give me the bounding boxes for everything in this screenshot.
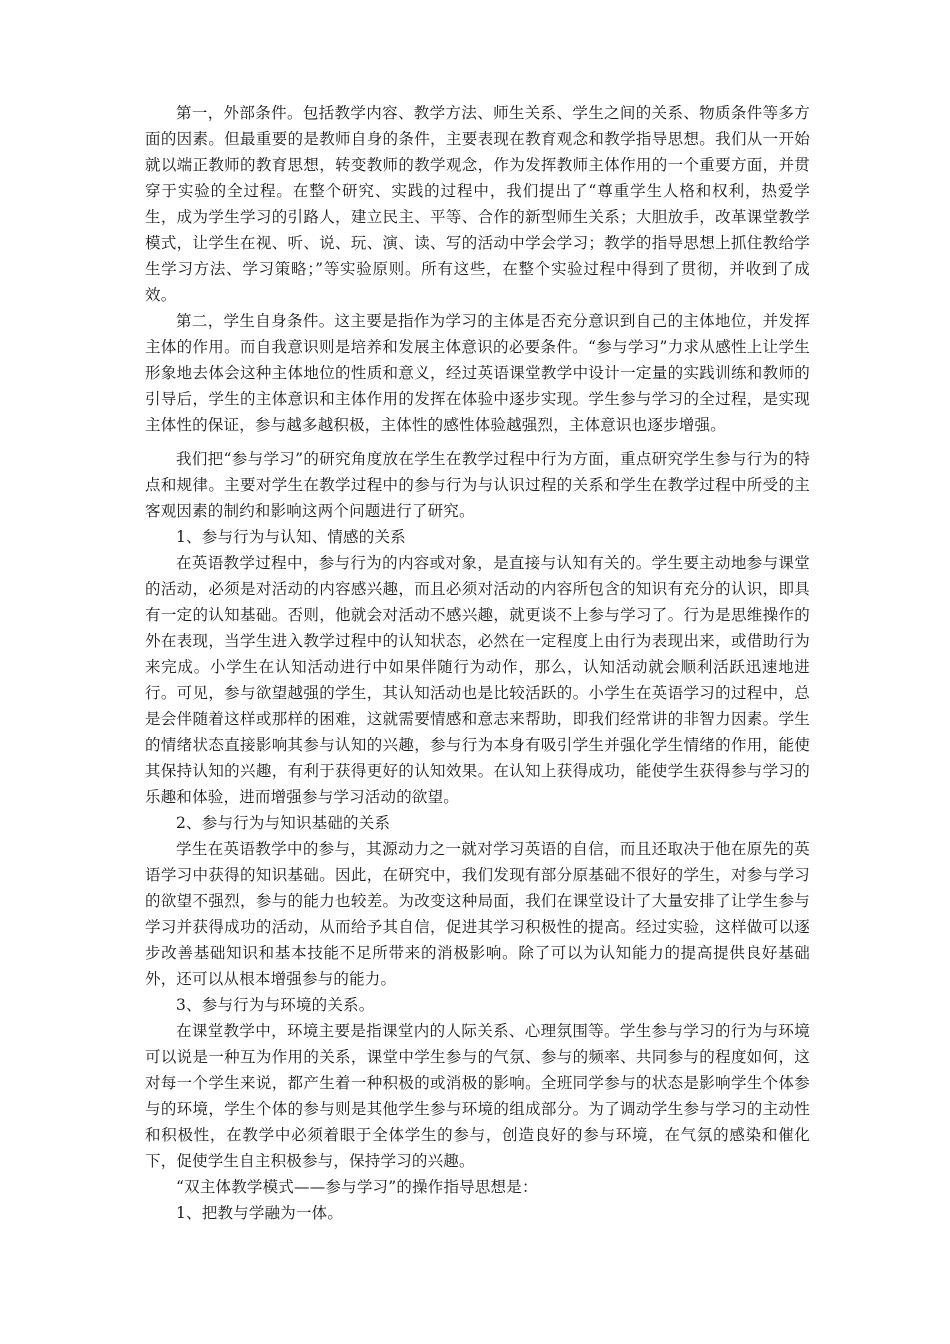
- paragraph-external-conditions: 第一，外部条件。包括教学内容、教学方法、师生关系、学生之间的关系、物质条件等多方面的因素。但最重要的是教师自身的条件，主要表现在教育观念和教学指导思想。我们从一开始就以端正教师的教育思想，转变教师的教学观念，作为发挥教师主体作用的一个重要方面，并贯穿于实验的全过程。在整个研究、实践的过程中，我们提出了“尊重学生人格和权利，热爱学生，成为学生学习的引路人，建立民主、平等、合作的新型师生关系；大胆放手，改革课堂教学模式，让学生在视、听、说、玩、演、读、写的活动中学会学习；教学的指导思想上抓住教给学生学习方法、学习策略；”等实验原则。所有这些，在整个实验过程中得到了贯彻，并收到了成效。: [145, 104, 810, 304]
- paragraph-student-conditions: 第二，学生自身条件。这主要是指作为学习的主体是否充分意识到自己的主体地位，并发挥主体的作用。而自我意识则是培养和发展主体意识的必要条件。“参与学习”力求从感性上让学生形象地去体会这种主体地位的性质和意义，经过英语课堂教学中设计一定量的实践训练和教师的引导后，学生的主体意识和主体作用的发挥在体验中逐步实现。学生参与学习的全过程，是实现主体性的保证，参与越多越积极，主体性的感性体验越强烈，主体意识也逐步增强。: [145, 312, 810, 434]
- paragraph-knowledge-base: 学生在英语教学中的参与，其源动力之一就对学习英语的自信，而且还取决于他在原先的英语学习中获得的知识基础。因此，在研究中，我们发现有部分原基础不很好的学生，对参与学习的欲望不强烈，参与的能力也较差。为改变这种局面，我们在课堂设计了大量安排了让学生参与学习并获得成功的活动，从而给予其自信，促进其学习积极性的提高。经过实验，这样做可以逐步改善基础知识和基本技能不足所带来的消极影响。除了可以为认知能力的提高提供良好基础外，还可以从根本增强参与的能力。: [145, 840, 810, 988]
- paragraph-environment: 在课堂教学中，环境主要是指课堂内的人际关系、心理氛围等。学生参与学习的行为与环境可以说是一种互为作用的关系，课堂中学生参与的气氛、参与的频率、共同参与的程度如何，这对每一个学生来说，都产生着一种积极的或消极的影响。全班同学参与的状态是影响学生个体参与的环境，学生个体的参与则是其他学生参与环境的组成部分。为了调动学生参与学习的主动性和积极性，在教学中必须着眼于全体学生的参与，创造良好的参与环境，在气氛的感染和催化下，促使学生自主积极参与，保持学习的兴趣。: [145, 1022, 810, 1170]
- section-heading-cognition: 1、参与行为与认知、情感的关系: [176, 528, 406, 546]
- paragraph-guiding-idea: “双主体教学模式——参与学习”的操作指导思想是：: [176, 1178, 538, 1196]
- paragraph-research-angle: 我们把“参与学习”的研究角度放在学生在教学过程中行为方面，重点研究学生参与行为的特点和规律。主要对学生在教学过程中的参与行为与认识过程的关系和学生在教学过程中所受的主客观因素的制约和影响这两个问题进行了研究。: [145, 450, 810, 520]
- section-heading-knowledge-base: 2、参与行为与知识基础的关系: [176, 814, 391, 832]
- document-body: [145, 100, 810, 1226]
- section-heading-environment: 3、参与行为与环境的关系。: [176, 996, 375, 1014]
- paragraph-cognition: 在英语教学过程中，参与行为的内容或对象，是直接与认知有关的。学生要主动地参与课堂的活动，必须是对活动的内容感兴趣，而且必须对活动的内容所包含的知识有充分的认识，即具有一定的认知基础。否则，他就会对活动不感兴趣，就更谈不上参与学习了。行为是思维操作的外在表现，当学生进入教学过程中的认知状态，必然在一定程度上由行为表现出来，或借助行为来完成。小学生在认知活动进行中如果伴随行为动作，那么，认知活动就会顺利活跃迅速地进行。可见，参与欲望越强的学生，其认知活动也是比较活跃的。小学生在英语学习的过程中，总是会伴随着这样或那样的困难，这就需要情感和意志来帮助，即我们经常讲的非智力因素。学生的情绪状态直接影响其参与认知的兴趣，参与行为本身有吸引学生并强化学生情绪的作用，能使其保持认知的兴趣，有利于获得更好的认知效果。在认知上获得成功，能使学生获得参与学习的乐趣和体验，进而增强参与学习活动的欲望。: [145, 554, 810, 806]
- list-item-teaching-learning: 1、把教与学融为一体。: [176, 1204, 344, 1222]
